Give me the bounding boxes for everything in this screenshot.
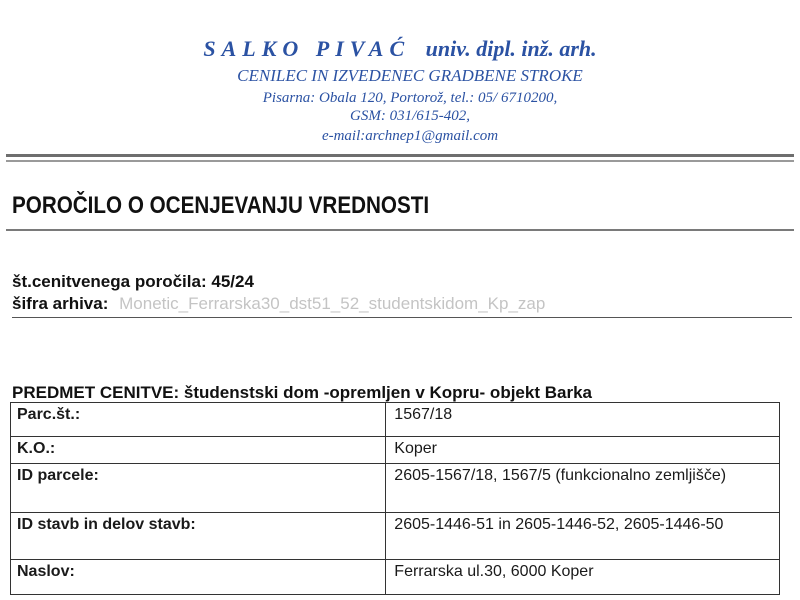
report-number-value: 45/24 [211,272,254,291]
property-key: K.O.: [11,437,386,464]
property-value: 1567/18 [386,403,780,437]
letterhead-name-line [0,36,800,62]
property-key: Parc.št.: [11,403,386,437]
property-value: 2605-1567/18, 1567/5 (funkcionalno zemljišče) [386,464,780,513]
document-title: POROČILO O OCENJEVANJU VREDNOSTI [12,192,430,219]
property-key: ID parcele: [11,464,386,513]
table-row [11,513,780,560]
letterhead-role: CENILEC IN IZVEDENEC GRADBENE STROKE [237,66,583,85]
table-row [11,464,780,513]
property-value: 2605-1446-51 in 2605-1446-52, 2605-1446-50 [386,513,780,560]
meta-divider [12,317,792,318]
letterhead-gsm: GSM: 031/615-402, [350,108,470,124]
archive-code-value: Monetic_Ferrarska30_dst51_52_studentskidom_Kp_zap [119,294,546,313]
report-number-label: št.cenitvenega poročila: [12,272,207,291]
letterhead-office: Pisarna: Obala 120, Portorož, tel.: 05/ 6710200, [262,90,558,106]
report-number [12,272,254,292]
property-key: ID stavb in delov stavb: [11,513,386,560]
table-row [11,560,780,595]
header-divider [6,154,794,157]
archive-code [12,294,545,314]
property-value: Koper [386,437,780,464]
title-divider [6,229,794,231]
property-key: Naslov: [11,560,386,595]
table-row [11,437,780,464]
header-divider-secondary [6,160,794,162]
property-table [10,402,780,595]
subject-heading: PREDMET CENITVE: študenstski dom -opremljen v Kopru- objekt Barka [12,383,592,402]
letterhead-email: e-mail:archnep1@gmail.com [321,128,499,144]
table-row [11,403,780,437]
archive-code-label: šifra arhiva: [12,294,109,313]
letterhead-name: SALKO PIVAĆ [203,36,411,61]
property-value: Ferrarska ul.30, 6000 Koper [386,560,780,595]
letterhead-title: univ. dipl. inž. arh. [425,36,597,61]
